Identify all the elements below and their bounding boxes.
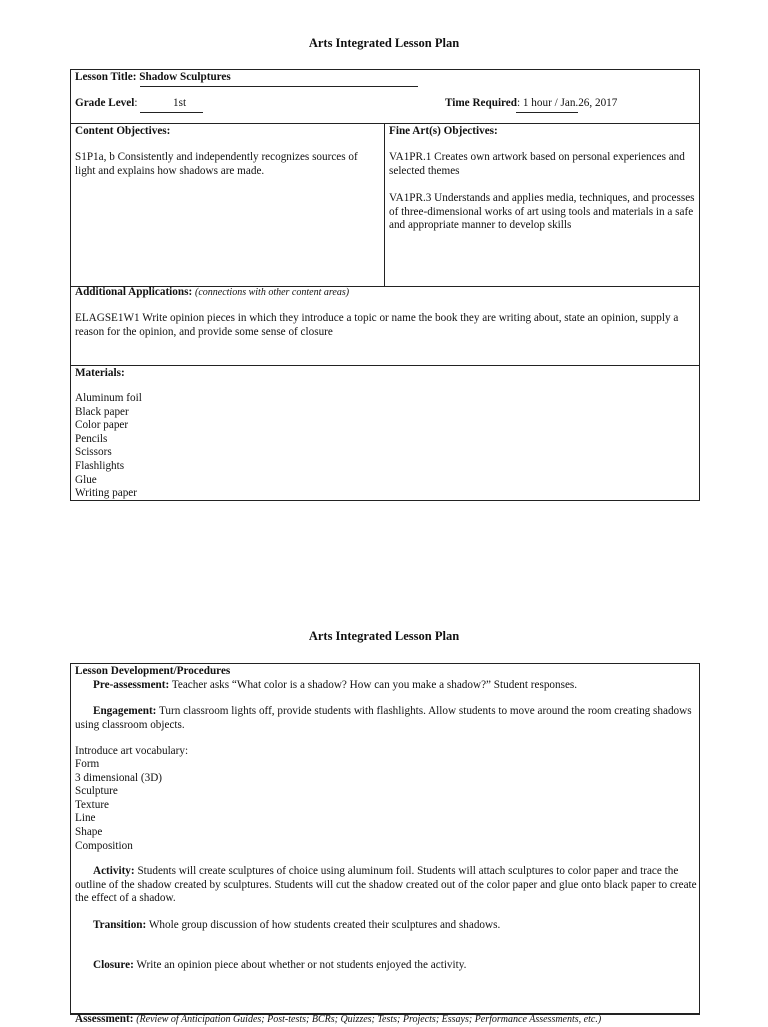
time-required-label: Time Required (445, 97, 517, 109)
materials-box (70, 365, 700, 501)
assessment-note: (Review of Anticipation Guides; Post-tests; BCRs; Quizzes; Tests; Projects; Essays; Performance Assessments, etc.) (136, 1014, 602, 1025)
materials-list (75, 392, 142, 501)
vocab-item: Shape (75, 825, 103, 838)
preassessment-text: Teacher asks “What color is a shadow? How can you make a shadow?” Student responses. (169, 679, 578, 691)
page-title: Arts Integrated Lesson Plan (308, 629, 460, 643)
material-item: Pencils (75, 432, 108, 445)
lesson-title-row (75, 71, 231, 85)
grade-level-value: 1st (173, 97, 187, 109)
activity-paragraph (75, 865, 697, 906)
engagement-paragraph (75, 705, 697, 732)
activity-text: Students will create sculptures of choice using aluminum foil. Students will attach sculptures to color paper and trace the outline of the shadow created by sculptures. Students will cut the shadow created out of the color paper and glue onto black paper to create the effect of a shadow. (75, 865, 697, 905)
objectives-divider (384, 123, 385, 287)
vocab-item: Texture (75, 798, 110, 811)
lesson-title-label: Lesson Title: (75, 71, 137, 83)
material-item: Black paper (75, 405, 129, 418)
time-required-row (445, 97, 617, 111)
vocab-intro: Introduce art vocabulary: (75, 745, 189, 757)
material-item: Aluminum foil (75, 392, 142, 404)
grade-level-row (75, 97, 137, 111)
material-item: Color paper (75, 419, 129, 432)
vocab-item: Composition (75, 839, 133, 852)
additional-applications-label: Additional Applications: (75, 286, 193, 298)
fine-arts-objective-2: VA1PR.3 Understands and applies media, techniques, and processes of three-dimensional works of art using tools and materials in a safe and appropriate manner to develop skills (389, 192, 695, 232)
preassessment-label: Pre-assessment: (93, 679, 170, 691)
content-objectives-label: Content Objectives: (75, 125, 171, 137)
material-item: Scissors (75, 446, 112, 459)
fine-arts-label: Fine Art(s) Objectives: (389, 125, 498, 137)
additional-applications-heading (75, 286, 349, 300)
transition-paragraph (93, 919, 693, 933)
additional-applications-note: (connections with other content areas) (195, 287, 350, 298)
materials-label: Materials: (75, 367, 125, 379)
vocab-item: Form (75, 758, 100, 770)
grade-level-colon: : (134, 97, 138, 109)
page-title: Arts Integrated Lesson Plan (308, 36, 460, 50)
time-required-value: : 1 hour / Jan.26, 2017 (517, 97, 618, 109)
activity-label: Activity: (93, 865, 135, 877)
transition-label: Transition: (93, 919, 147, 931)
procedures-label: Lesson Development/Procedures (75, 665, 231, 677)
grade-level-underline (140, 112, 203, 113)
vocab-item: Line (75, 812, 96, 825)
fine-arts-objective-1: VA1PR.1 Creates own artwork based on personal experiences and selected themes (389, 151, 685, 177)
time-required-underline (516, 112, 578, 113)
assessment-label: Assessment: (75, 1013, 134, 1025)
transition-text: Whole group discussion of how students created their sculptures and shadows. (146, 919, 501, 931)
vocab-list (75, 758, 162, 853)
grade-level-label: Grade Level (75, 97, 135, 109)
engagement-text: Turn classroom lights off, provide students with flashlights. Allow students to move around the room creating shadows using classroom objects. (75, 705, 692, 731)
content-objectives-text: S1P1a, b Consistently and independently recognizes sources of light and explains how shadows are made. (75, 151, 358, 177)
assessment-row (75, 1013, 697, 1027)
material-item: Glue (75, 473, 97, 486)
material-item: Writing paper (75, 487, 137, 500)
closure-text: Write an opinion piece about whether or not students enjoyed the activity. (133, 959, 467, 971)
lesson-title-underline (140, 86, 418, 87)
additional-applications-text: ELAGSE1W1 Write opinion pieces in which they introduce a topic or name the book they are writing about, state an opinion, supply a reason for the opinion, and provide some sense of closure (75, 312, 679, 338)
vocab-item: Sculpture (75, 785, 118, 798)
closure-label: Closure: (93, 959, 134, 971)
closure-paragraph (93, 959, 693, 973)
lesson-title-value: Shadow Sculptures (139, 71, 231, 83)
material-item: Flashlights (75, 459, 125, 472)
vocab-item: 3 dimensional (3D) (75, 771, 162, 784)
engagement-label: Engagement: (93, 705, 157, 717)
preassessment-paragraph (93, 679, 693, 693)
